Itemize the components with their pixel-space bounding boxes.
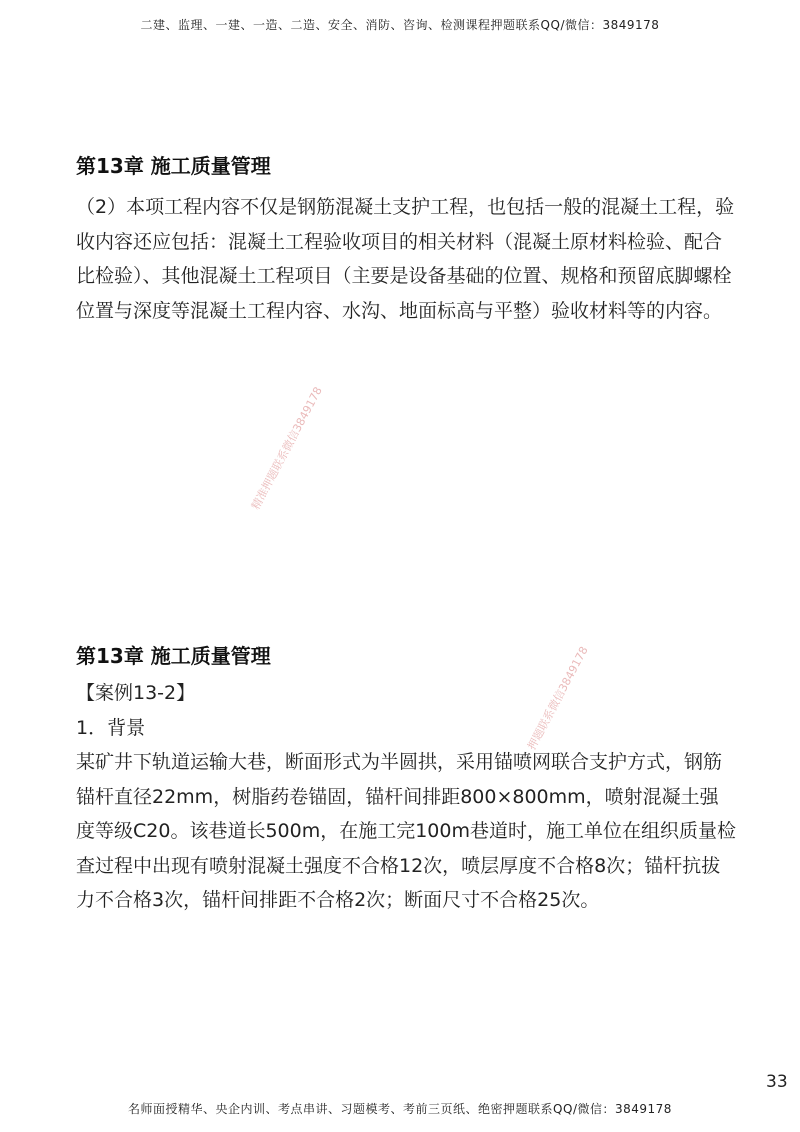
section-body — [76, 676, 736, 918]
body-paragraph: 某矿井下轨道运输大巷，断面形式为半圆拱，采用锚喷网联合支护方式，钢筋锚杆直径22mm，树脂药卷锚固，锚杆间排距800×800mm，喷射混凝土强度等级C20。该巷道长500m，在施工完100m巷道时，施工单位在组织质量检查过程中出现有喷射混凝土强度不合格12次，喷层厚度不合格8次；锚杆抗拔力不合格3次，锚杆间排距不合格2次；断面尺寸不合格25次。 — [76, 751, 736, 911]
page-number: 33 — [766, 1072, 788, 1092]
header-promo-text: 二建、监理、一建、一造、二造、安全、消防、咨询、检测课程押题联系QQ/微信：3849178 — [140, 18, 660, 32]
section-body — [76, 190, 736, 328]
chapter-title: 第13章 施工质量管理 — [76, 154, 271, 178]
watermark-text: 押题联系微信3849178 — [525, 644, 591, 753]
body-paragraph: （2）本项工程内容不仅是钢筋混凝土支护工程，也包括一般的混凝土工程，验收内容还应包括：混凝土工程验收项目的相关材料（混凝土原材料检验、配合比检验）、其他混凝土工程项目（主要是设备基础的位置、规格和预留底脚螺栓位置与深度等混凝土工程内容、水沟、地面标高与平整）验收材料等的内容。 — [76, 196, 735, 322]
watermark-text: 精准押题联系微信3849178 — [249, 384, 325, 512]
case-label: 【案例13-2】 — [76, 682, 196, 704]
footer-promo-text: 名师面授精华、央企内训、考点串讲、习题模考、考前三页纸、绝密押题联系QQ/微信：3849178 — [128, 1102, 672, 1116]
background-heading: 1．背景 — [76, 716, 146, 739]
chapter-title: 第13章 施工质量管理 — [76, 644, 271, 668]
